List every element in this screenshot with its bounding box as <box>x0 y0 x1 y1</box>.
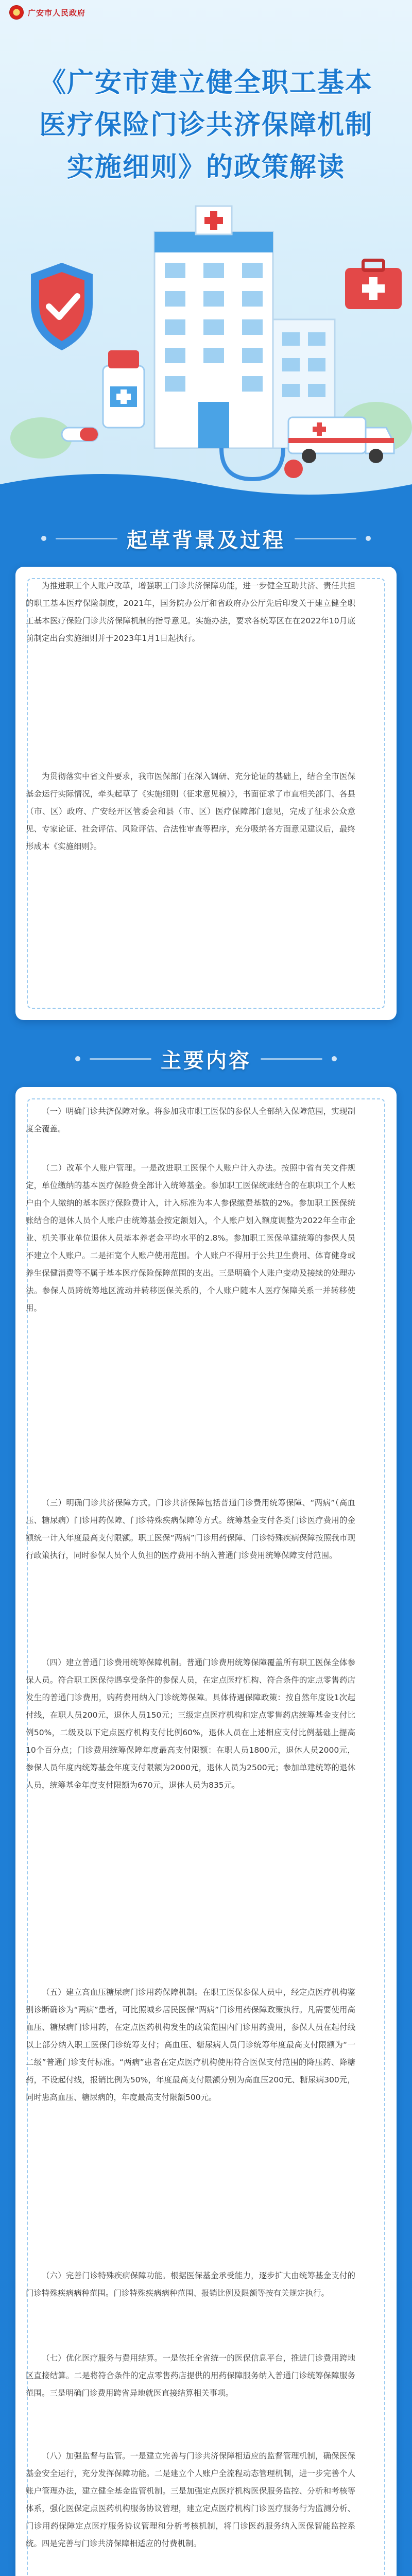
title-line: 《广安市建立健全职工基本 <box>39 67 373 98</box>
paragraph: （二）改革个人账户管理。一是改进职工医保个人账户计入办法。按照中省有关文件规定，单位缴纳的基本医疗保险费全部计入统筹基金。参加职工医保统账结合的在职职工个人账户由个人缴纳的基本医疗保险费计入，计入标准为本人参保缴费基数的2%。参加职工医保统账结合的退休人员个人账户由统筹基金按定额划入，个人账户划入额度调整为2022年全市企业、机关事业单位退休人员基本养老金平均水平的2.8%。参加职工医保单建统筹的参保人员不建立个人账户。二是拓宽个人账户使用范围。个人账户不得用于公共卫生费用、体育健身或养生保健消费等不属于基本医疗保险保障范围的支出。三是明确个人账户变动及接续的处理办法。参保人员跨统筹地区流动并转移医保关系的，个人账户随本人医疗保障关系一并转移使用。 <box>26 1163 355 1313</box>
title-line: 实施细则》的政策解读 <box>66 152 345 183</box>
paragraph: （七）优化医疗服务与费用结算。一是依托全省统一的医保信息平台，推进门诊费用跨地区直接结算。二是将符合条件的定点零售药店提供的用药保障服务纳入普通门诊统筹保障服务范围。三是明确门诊费用跨省异地就医直接结算相关事项。 <box>26 2353 355 2398</box>
shield-icon <box>31 263 93 350</box>
emblem-icon <box>9 5 24 20</box>
decor-dot-icon <box>366 536 371 541</box>
section-heading-background <box>0 520 412 556</box>
paragraph: （五）建立高血压糖尿病门诊用药保障机制。在职工医保参保人员中，经定点医疗机构鉴别诊断确诊为“两病”患者，可比照城乡居民医保“两病”门诊用药保障政策执行。凡需要使用高血压、糖尿病门诊用药，在定点医药机构发生的政策范围内门诊用药费用，参保人员在起付线以上部分纳入职工医保门诊统筹支付；高血压、糖尿病人员门诊统筹年度最高支付限额为“一二级”普通门诊支付标准。“两病”患者在定点医疗机构使用符合医保支付范围的降压药、降糖药，不设起付线，报销比例为50%，年度最高支付限额分别为高血压200元、糖尿病300元，同时患高血压、糖尿病的，年度最高支付限额500元。 <box>26 1988 355 2102</box>
hospital-building-icon <box>154 206 335 448</box>
divider <box>56 538 117 539</box>
logo-text: 广安市人民政府 <box>28 8 86 18</box>
wave-divider <box>0 464 412 515</box>
divider <box>261 1058 322 1060</box>
paragraph: （八）加强监督与监管。一是建立完善与门诊共济保障相适应的监督管理机制，确保医保基金安全运行，充分发挥保障功能。二是建立个人账户全流程动态管理机制，进一步完善个人账户管理办法，建立健全基金监管机制。三是加强定点医疗机构医保服务监控、分析和考核等体系，强化医保定点医药机构服务协议管理，建立定点医疗机构门诊医疗服务行为监测分析、门诊用药保障定点医疗服务协议管理和分析考核机制，将门诊医药服务纳入医保智能监控系统。四是完善与门诊共济保障相适应的付费机制。 <box>26 2451 355 2548</box>
paragraph: （四）建立普通门诊费用统筹保障机制。普通门诊费用统筹保障覆盖所有职工医保全体参保人员。符合职工医保待遇享受条件的参保人员，在定点医疗机构、符合条件的定点零售药店发生的普通门诊费用，购药费用纳入门诊统筹保障。具体待遇保障政策：按自然年度设1次起付线，在职人员200元，退休人员150元；三级定点医疗机构和定点零售药店统筹基金支付比例50%，二级及以下定点医疗机构支付比例60%，退休人员在上述相应支付比例基础上提高10个百分点；门诊费用统筹保障年度最高支付限额：在职人员1800元，退休人员2000元，参保人员年度内统筹基金年度支付限额为2000元，退休人员为2500元；参加单建统筹的退休人员，统筹基金年度支付限额为670元，退休人员为835元。 <box>26 1658 355 1790</box>
gov-logo[interactable] <box>9 5 85 20</box>
paragraph: （一）明确门诊共济保障对象。将参加我市职工医保的参保人全部纳入保障范围，实现制度全覆盖。 <box>26 1107 355 1133</box>
decor-dot-icon <box>75 1056 80 1061</box>
pill-icon <box>62 428 98 441</box>
divider <box>90 1058 151 1060</box>
decor-dot-icon <box>41 536 46 541</box>
page-title <box>0 62 412 189</box>
hospital-illustration <box>0 196 412 495</box>
section-title: 起草背景及过程 <box>127 528 285 552</box>
paragraph: （六）完善门诊特殊疾病保障功能。根据医保基金承受能力，逐步扩大由统筹基金支付的门诊特殊疾病病种范围。门诊特殊疾病病种范围、报销比例及限额等按有关规定执行。 <box>26 2271 355 2298</box>
title-line: 医疗保险门诊共济保障机制 <box>39 110 373 141</box>
paragraph: （三）明确门诊共济保障方式。门诊共济保障包括普通门诊费用统筹保障、“两病”（高血压、糖尿病）门诊用药保障、门诊特殊疾病保障等方式。统筹基金支付各类门诊医疗费用的金额统一计入年度最高支付限额。职工医保“两病”门诊用药保障、门诊特殊疾病保障按照我市现行政策执行，同时参保人员个人负担的医疗费用不纳入普通门诊费用统筹保障支付范围。 <box>26 1498 355 1560</box>
paragraph: 为推进职工个人账户改革，增强职工门诊共济保障功能，进一步健全互助共济、责任共担的职工基本医疗保险制度，2021年，国务院办公厅和省政府办公厅先后印发关于建立健全职工基本医疗保险门诊共济保障机制的指导意见。实施办法，要求各统筹区在在2022年10月底前制定出台实施细则并于2023年1月1日起执行。 <box>26 581 355 643</box>
section-title: 主要内容 <box>161 1048 251 1073</box>
hero-banner <box>0 0 412 515</box>
medicine-bottle-icon <box>103 350 144 428</box>
paragraph: 为贯彻落实中省文件要求，我市医保部门在深入调研、充分论证的基础上，结合全市医保基金运行实际情况，牵头起草了《实施细则（征求意见稿）》，书面征求了市直相关部门、各县（市、区）政府、广安经开区管委会和县（市、区）医疗保障部门意见，完成了征求公众意见、专家论证、社会评估、风险评估、合法性审查等程序，充分吸纳各方面意见建议后，最终形成本《实施细则》。 <box>26 772 355 851</box>
decor-dot-icon <box>332 1056 337 1061</box>
first-aid-kit-icon <box>345 260 402 309</box>
divider <box>295 538 356 539</box>
section-heading-content <box>0 1041 412 1077</box>
